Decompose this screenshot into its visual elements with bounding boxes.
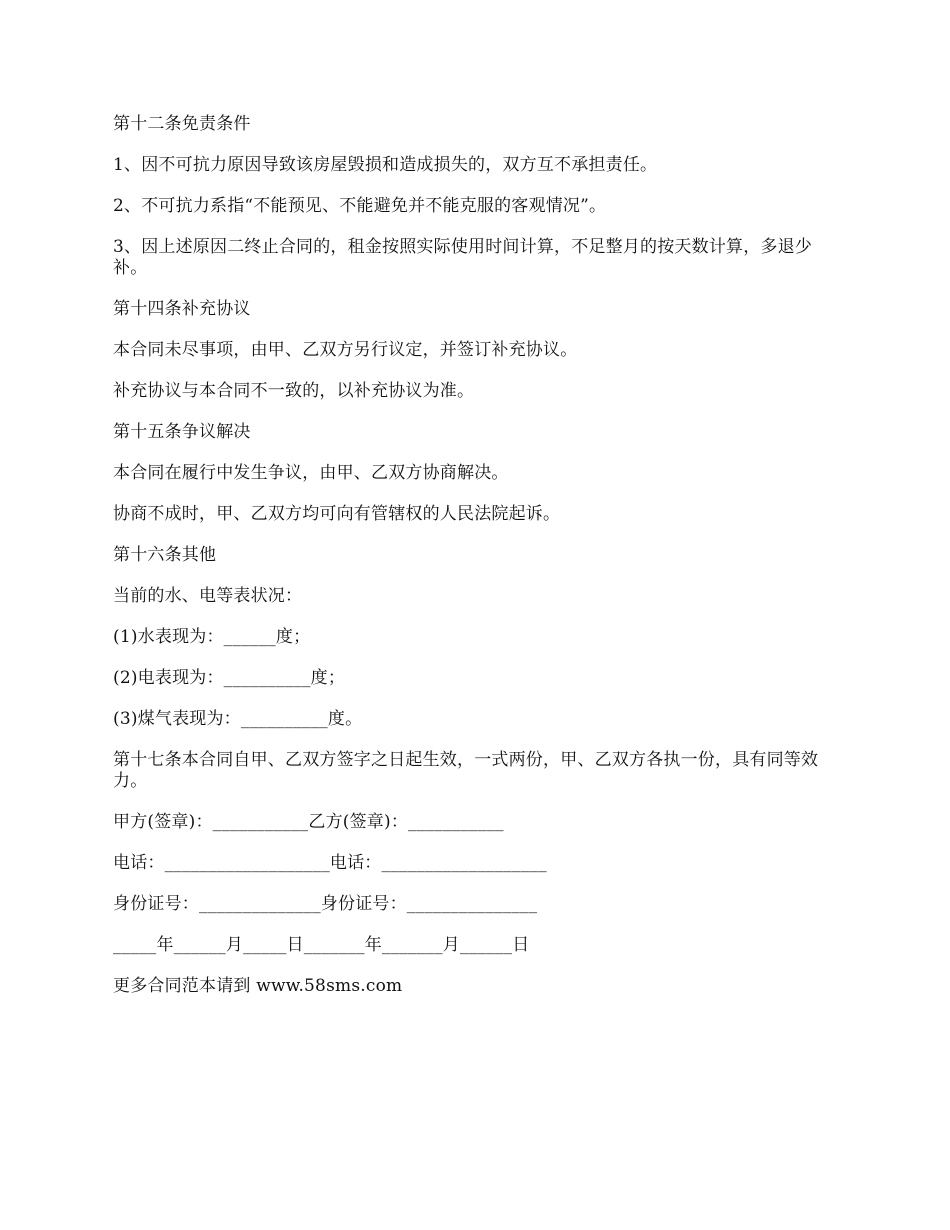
article-17-text: 第十七条本合同自甲、乙双方签字之日起生效，一式两份，甲、乙双方各执一份，具有同等效力。	[113, 750, 819, 791]
article-14-text-1: 本合同未尽事项，由甲、乙双方另行议定，并签订补充协议。	[113, 340, 578, 360]
article-14-text-2: 补充协议与本合同不一致的，以补充协议为准。	[113, 381, 475, 401]
signature-line: 甲方(签章)：___________乙方(签章)：___________	[113, 812, 504, 832]
article-12-clause-2: 2、不可抗力系指“不能预见、不能避免并不能克服的客观情况”。	[113, 196, 607, 216]
article-15-text-1: 本合同在履行中发生争议，由甲、乙双方协商解决。	[113, 463, 509, 483]
article-15-text-2: 协商不成时，甲、乙双方均可向有管辖权的人民法院起诉。	[113, 504, 561, 524]
footer-link-text: 更多合同范本请到 www.58sms.com	[113, 976, 403, 996]
document-body	[113, 114, 833, 1017]
meter-status-intro: 当前的水、电等表状况：	[113, 586, 303, 606]
phone-line: 电话：___________________电话：___________________	[113, 853, 547, 873]
id-number-line: 身份证号：______________身份证号：_______________	[113, 894, 538, 914]
article-14-heading: 第十四条补充协议	[113, 299, 251, 319]
article-16-heading: 第十六条其他	[113, 545, 217, 565]
article-12-heading: 第十二条免责条件	[113, 114, 251, 134]
article-15-heading: 第十五条争议解决	[113, 422, 251, 442]
gas-meter-line: (3)煤气表现为：__________度。	[113, 709, 363, 729]
electric-meter-line: (2)电表现为：__________度；	[113, 668, 346, 688]
article-12-clause-3: 3、因上述原因二终止合同的，租金按照实际使用时间计算，不足整月的按天数计算，多退少补。	[113, 237, 813, 278]
article-12-clause-1: 1、因不可抗力原因导致该房屋毁损和造成损失的，双方互不承担责任。	[113, 155, 658, 175]
date-line: _____年______月_____日_______年_______月______日	[113, 935, 530, 955]
water-meter-line: (1)水表现为：______度；	[113, 627, 311, 647]
